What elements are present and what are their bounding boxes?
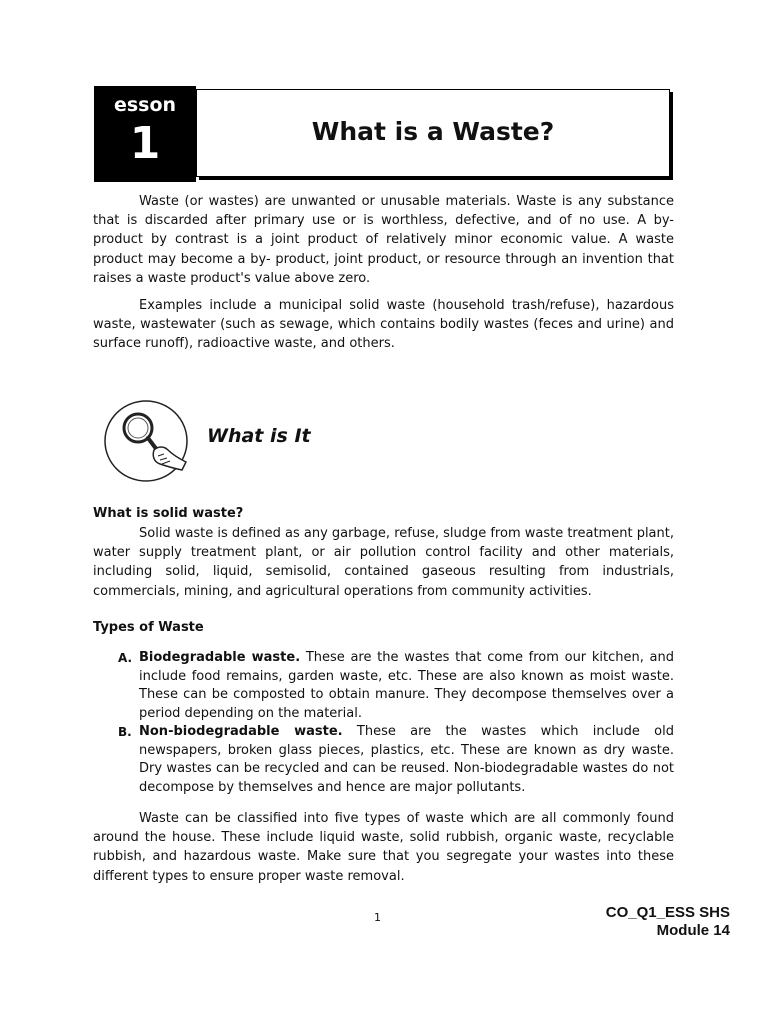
solid-waste-heading: What is solid waste? — [93, 506, 244, 521]
solid-waste-paragraph: Solid waste is defined as any garbage, refuse, sludge from waste treatment plant, water supply treatment plant, or air pollution control facility and other materials, including solid, liquid, semisolid, contained gaseous resulting from industrials, commercials, mining, and agricultural operations from community activities. — [93, 526, 674, 599]
list-item-body: These are the wastes which include old newspapers, broken glass pieces, plastics, etc. These are known as dry waste. Dry wastes can be recycled and can be reused. Non-biodegradable wastes do not decompose by themselves and hence are major pollutants. — [139, 724, 674, 795]
page-number: 1 — [374, 911, 381, 924]
magnifying-glass-icon — [102, 398, 190, 484]
types-heading: Types of Waste — [93, 620, 204, 635]
module-code-line-2: Module 14 — [656, 922, 730, 939]
lesson-title-box — [196, 89, 670, 177]
list-item-term: Biodegradable waste. — [139, 650, 301, 665]
closing-paragraph: Waste can be classified into five types of waste which are all commonly found around the house. These include liquid waste, solid rubbish, organic waste, recyclable rubbish, and hazardous waste. Make sure that you segregate your wastes into these different types to ensure proper waste removal. — [93, 811, 674, 884]
lesson-number-block — [94, 86, 196, 182]
list-marker: B. — [118, 725, 132, 739]
lesson-number: 1 — [129, 118, 161, 169]
lesson-label: esson — [113, 94, 177, 116]
list-marker: A. — [118, 651, 133, 665]
list-item-term: Non-biodegradable waste. — [139, 724, 343, 739]
list-item-text — [139, 723, 674, 797]
what-is-it-title: What is It — [207, 425, 311, 447]
intro-paragraph-1: Waste (or wastes) are unwanted or unusable materials. Waste is any substance that is discarded after primary use or is worthless, defective, and of no use. A by-product by contrast is a joint product of relatively minor economic value. A waste product may become a by- product, joint product, or resource through an invention that raises a waste product's value above zero. — [93, 194, 674, 286]
module-code — [606, 904, 730, 940]
intro-paragraph-2: Examples include a municipal solid waste (household trash/refuse), hazardous waste, wastewater (such as sewage, which contains bodily wastes (feces and urine) and surface runoff), radioactive waste, and others. — [93, 298, 674, 352]
list-item-text — [139, 649, 674, 723]
list-item-body: These are the wastes that come from our kitchen, and include food remains, garden waste, etc. These are also known as moist waste. These can be composted to obtain manure. They decompose themselves over a period depending on the material. — [139, 650, 674, 721]
module-code-line-1: CO_Q1_ESS SHS — [605, 904, 730, 921]
lesson-title: What is a Waste? — [311, 117, 555, 146]
lesson-header — [94, 86, 674, 182]
